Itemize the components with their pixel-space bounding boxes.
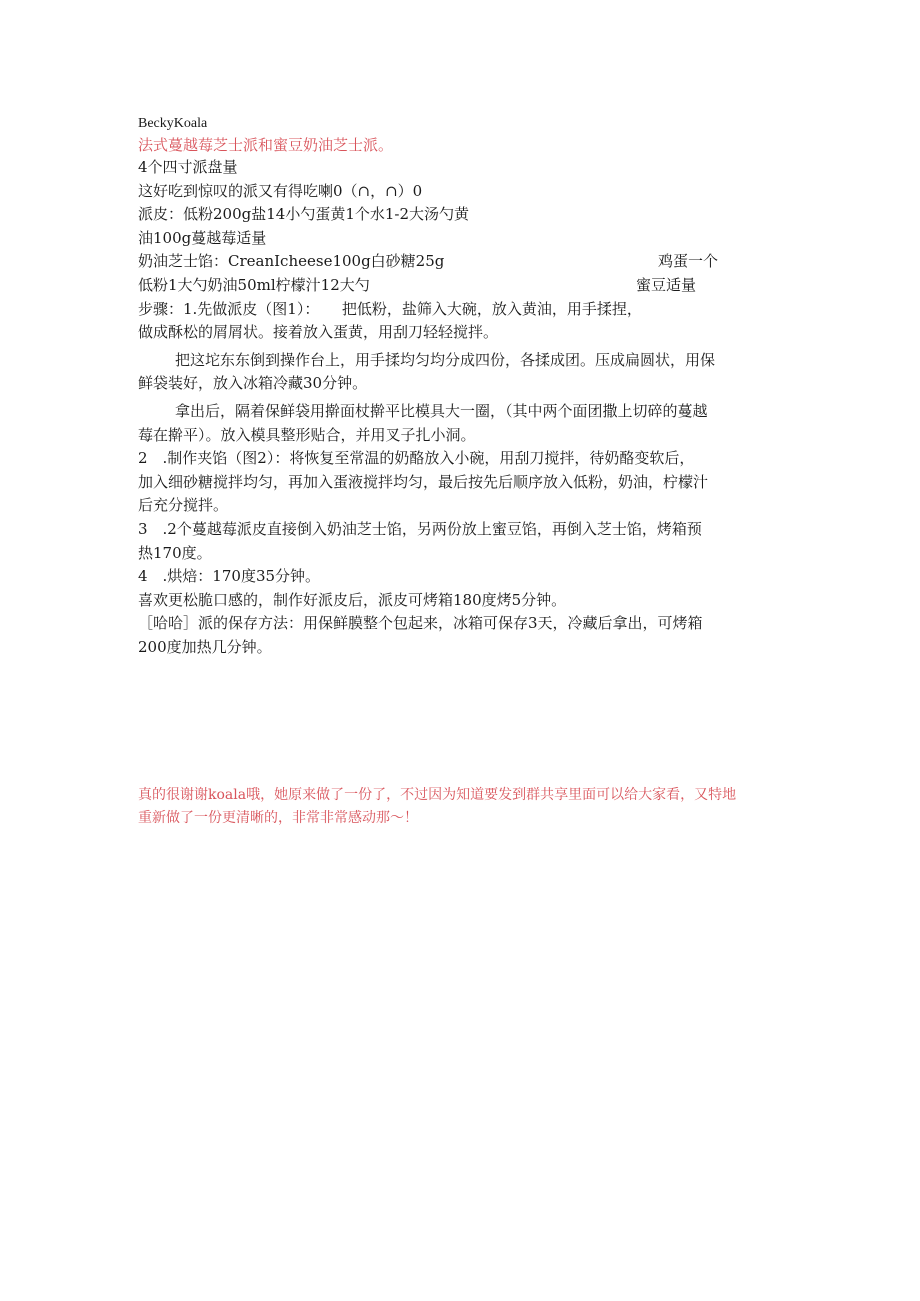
- author-name: BeckyKoala: [138, 116, 208, 131]
- storage-line: ［哈哈］派的保存方法：用保鲜膜整个包起来，冰箱可保存3天，冷藏后拿出，可烤箱: [138, 614, 703, 633]
- step-1-line: 步骤：1.先做派皮（图1）： 把低粉，盐筛入大碗，放入黄油，用手揉捏，: [138, 299, 642, 318]
- step-1-line: 把这坨东东倒到操作台上，用手揉均匀均分成四份，各揉成团。压成扁圆状，用保: [175, 350, 716, 369]
- step-4-line: 4 .烘焙：170度35分钟。: [138, 567, 321, 586]
- crust-ingredients-line-1: 派皮：低粉200g盐14小勺蛋黄1个水1-2大汤勺黄: [138, 205, 470, 224]
- servings-line: 4个四寸派盘量: [138, 158, 238, 176]
- step-2-line: 2 .制作夹馅（图2）：将恢复至常温的奶酪放入小碗，用刮刀搅拌，待奶酪变软后，: [138, 449, 695, 468]
- filling-ingredients-left: 低粉1大勺奶油50ml柠檬汁12大勺: [138, 275, 370, 294]
- thanks-line: 重新做了一份更清晰的，非常非常感动那～！: [138, 809, 418, 826]
- intro-line: 这好吃到惊叹的派又有得吃喇0（∩，∩）0: [138, 181, 423, 200]
- step-1-line: 莓在擀平）。放入模具整形贴合，并用叉子扎小洞。: [138, 425, 476, 444]
- filling-ingredients-left: 奶油芝士馅：CreanIcheese100g白砂糖25g: [138, 252, 445, 271]
- tip-line: 喜欢更松脆口感的，制作好派皮后，派皮可烤箱180度烤5分钟。: [138, 590, 567, 609]
- filling-ingredients-line-1: [138, 250, 788, 274]
- step-1-line: 拿出后，隔着保鲜袋用擀面杖擀平比模具大一圈，（其中两个面团撒上切碎的蔓越: [175, 401, 708, 420]
- step-3-line: 热170度。: [138, 543, 212, 562]
- step-2-line: 后充分搅拌。: [138, 496, 229, 515]
- crust-ingredients-line-2: 油100g蔓越莓适量: [138, 228, 267, 247]
- step-2-line: 加入细砂糖搅拌均匀，再加入蛋液搅拌均匀，最后按先后顺序放入低粉，奶油，柠檬汁: [138, 472, 709, 491]
- thanks-note: [138, 784, 788, 829]
- thanks-line: 真的很谢谢koala哦，她原来做了一份了，不过因为知道要发到群共享里面可以给大家看，又特地: [138, 787, 737, 803]
- recipe-document: [138, 114, 788, 659]
- step-3-line: 3 .2个蔓越莓派皮直接倒入奶油芝士馅，另两份放上蜜豆馅，再倒入芝士馅，烤箱预: [138, 519, 702, 538]
- step-1-line: 鲜袋装好，放入冰箱冷藏30分钟。: [138, 374, 368, 393]
- filling-ingredients-right: 鸡蛋一个: [657, 252, 718, 271]
- recipe-title: 法式蔓越莓芝士派和蜜豆奶油芝士派。: [138, 136, 394, 154]
- filling-ingredients-line-2: [138, 274, 788, 298]
- step-1-line: 做成酥松的屑屑状。接着放入蛋黄，用刮刀轻轻搅拌。: [138, 323, 499, 342]
- storage-line: 200度加热几分钟。: [138, 637, 272, 656]
- filling-ingredients-right: 蜜豆适量: [635, 275, 696, 294]
